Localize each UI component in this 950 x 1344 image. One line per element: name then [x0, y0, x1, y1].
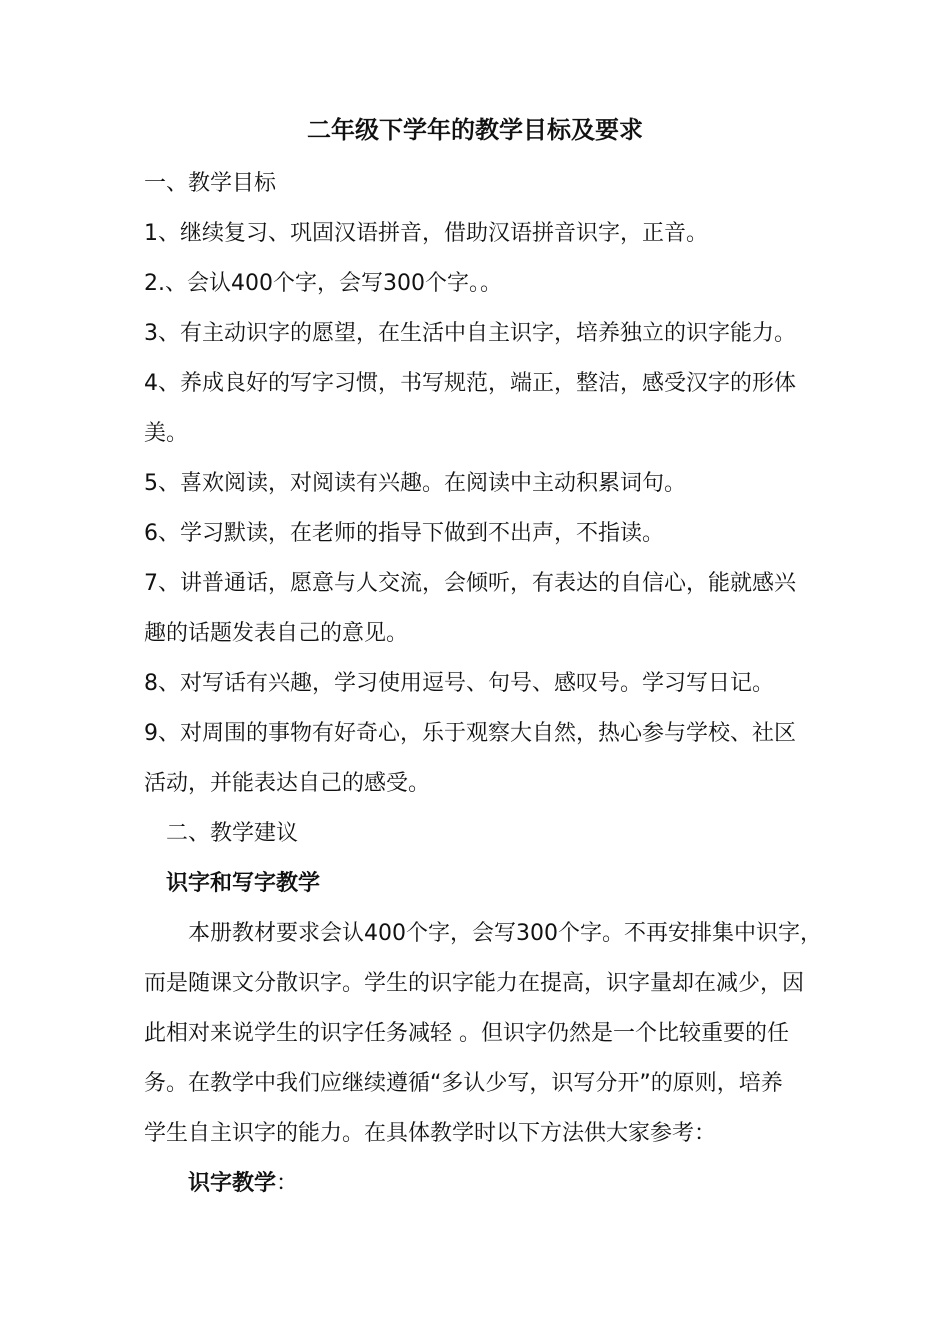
paragraph-line-2: 而是随课文分散识字。学生的识字能力在提高，识字量却在减少，因 [144, 971, 805, 996]
goal-line-3: 3、有主动识字的愿望，在生活中自主识字，培养独立的识字能力。 [144, 321, 796, 346]
goal-line-1: 1、继续复习、巩固汉语拼音，借助汉语拼音识字，正音。 [144, 221, 708, 246]
subheading-literacy-label: 识字教学 [188, 1171, 277, 1196]
goal-line-4: 4、养成良好的写字习惯，书写规范，端正，整洁，感受汉字的形体 [144, 371, 796, 396]
goal-line-9: 9、对周围的事物有好奇心，乐于观察大自然，热心参与学校、社区 [144, 721, 796, 746]
section-heading-suggestions: 二、教学建议 [166, 821, 299, 846]
paragraph-line-5: 学生自主识字的能力。在具体教学时以下方法供大家参考： [144, 1121, 717, 1146]
subheading-literacy-colon: ： [276, 1171, 299, 1196]
goal-line-7-cont: 趣的话题发表自己的意见。 [144, 621, 409, 646]
goal-line-6: 6、学习默读，在老师的指导下做到不出声，不指读。 [144, 521, 664, 546]
goal-line-5: 5、喜欢阅读，对阅读有兴趣。在阅读中主动积累词句。 [144, 471, 686, 496]
goal-line-2: 2.、会认400个字，会写300个字。。 [144, 271, 502, 296]
section-heading-goals: 一、教学目标 [144, 171, 277, 196]
document-title: 二年级下学年的教学目标及要求 [307, 116, 643, 144]
goal-line-7: 7、讲普通话，愿意与人交流，会倾听，有表达的自信心，能就感兴 [144, 571, 796, 596]
paragraph-line-4: 务。在教学中我们应继续遵循“多认少写，识写分开”的原则，培养 [144, 1071, 783, 1096]
paragraph-line-1: 本册教材要求会认400个字，会写300个字。不再安排集中识字， [188, 921, 822, 946]
subheading-literacy-writing: 识字和写字教学 [166, 871, 321, 896]
subheading-literacy [188, 1168, 868, 1200]
goal-line-4-cont: 美。 [144, 421, 189, 446]
goal-line-8: 8、对写话有兴趣，学习使用逗号、句号、感叹号。学习写日记。 [144, 671, 774, 696]
paragraph-line-3: 此相对来说学生的识字任务减轻 。但识字仍然是一个比较重要的任 [144, 1021, 789, 1046]
goal-line-9-cont: 活动，并能表达自己的感受。 [144, 771, 431, 796]
